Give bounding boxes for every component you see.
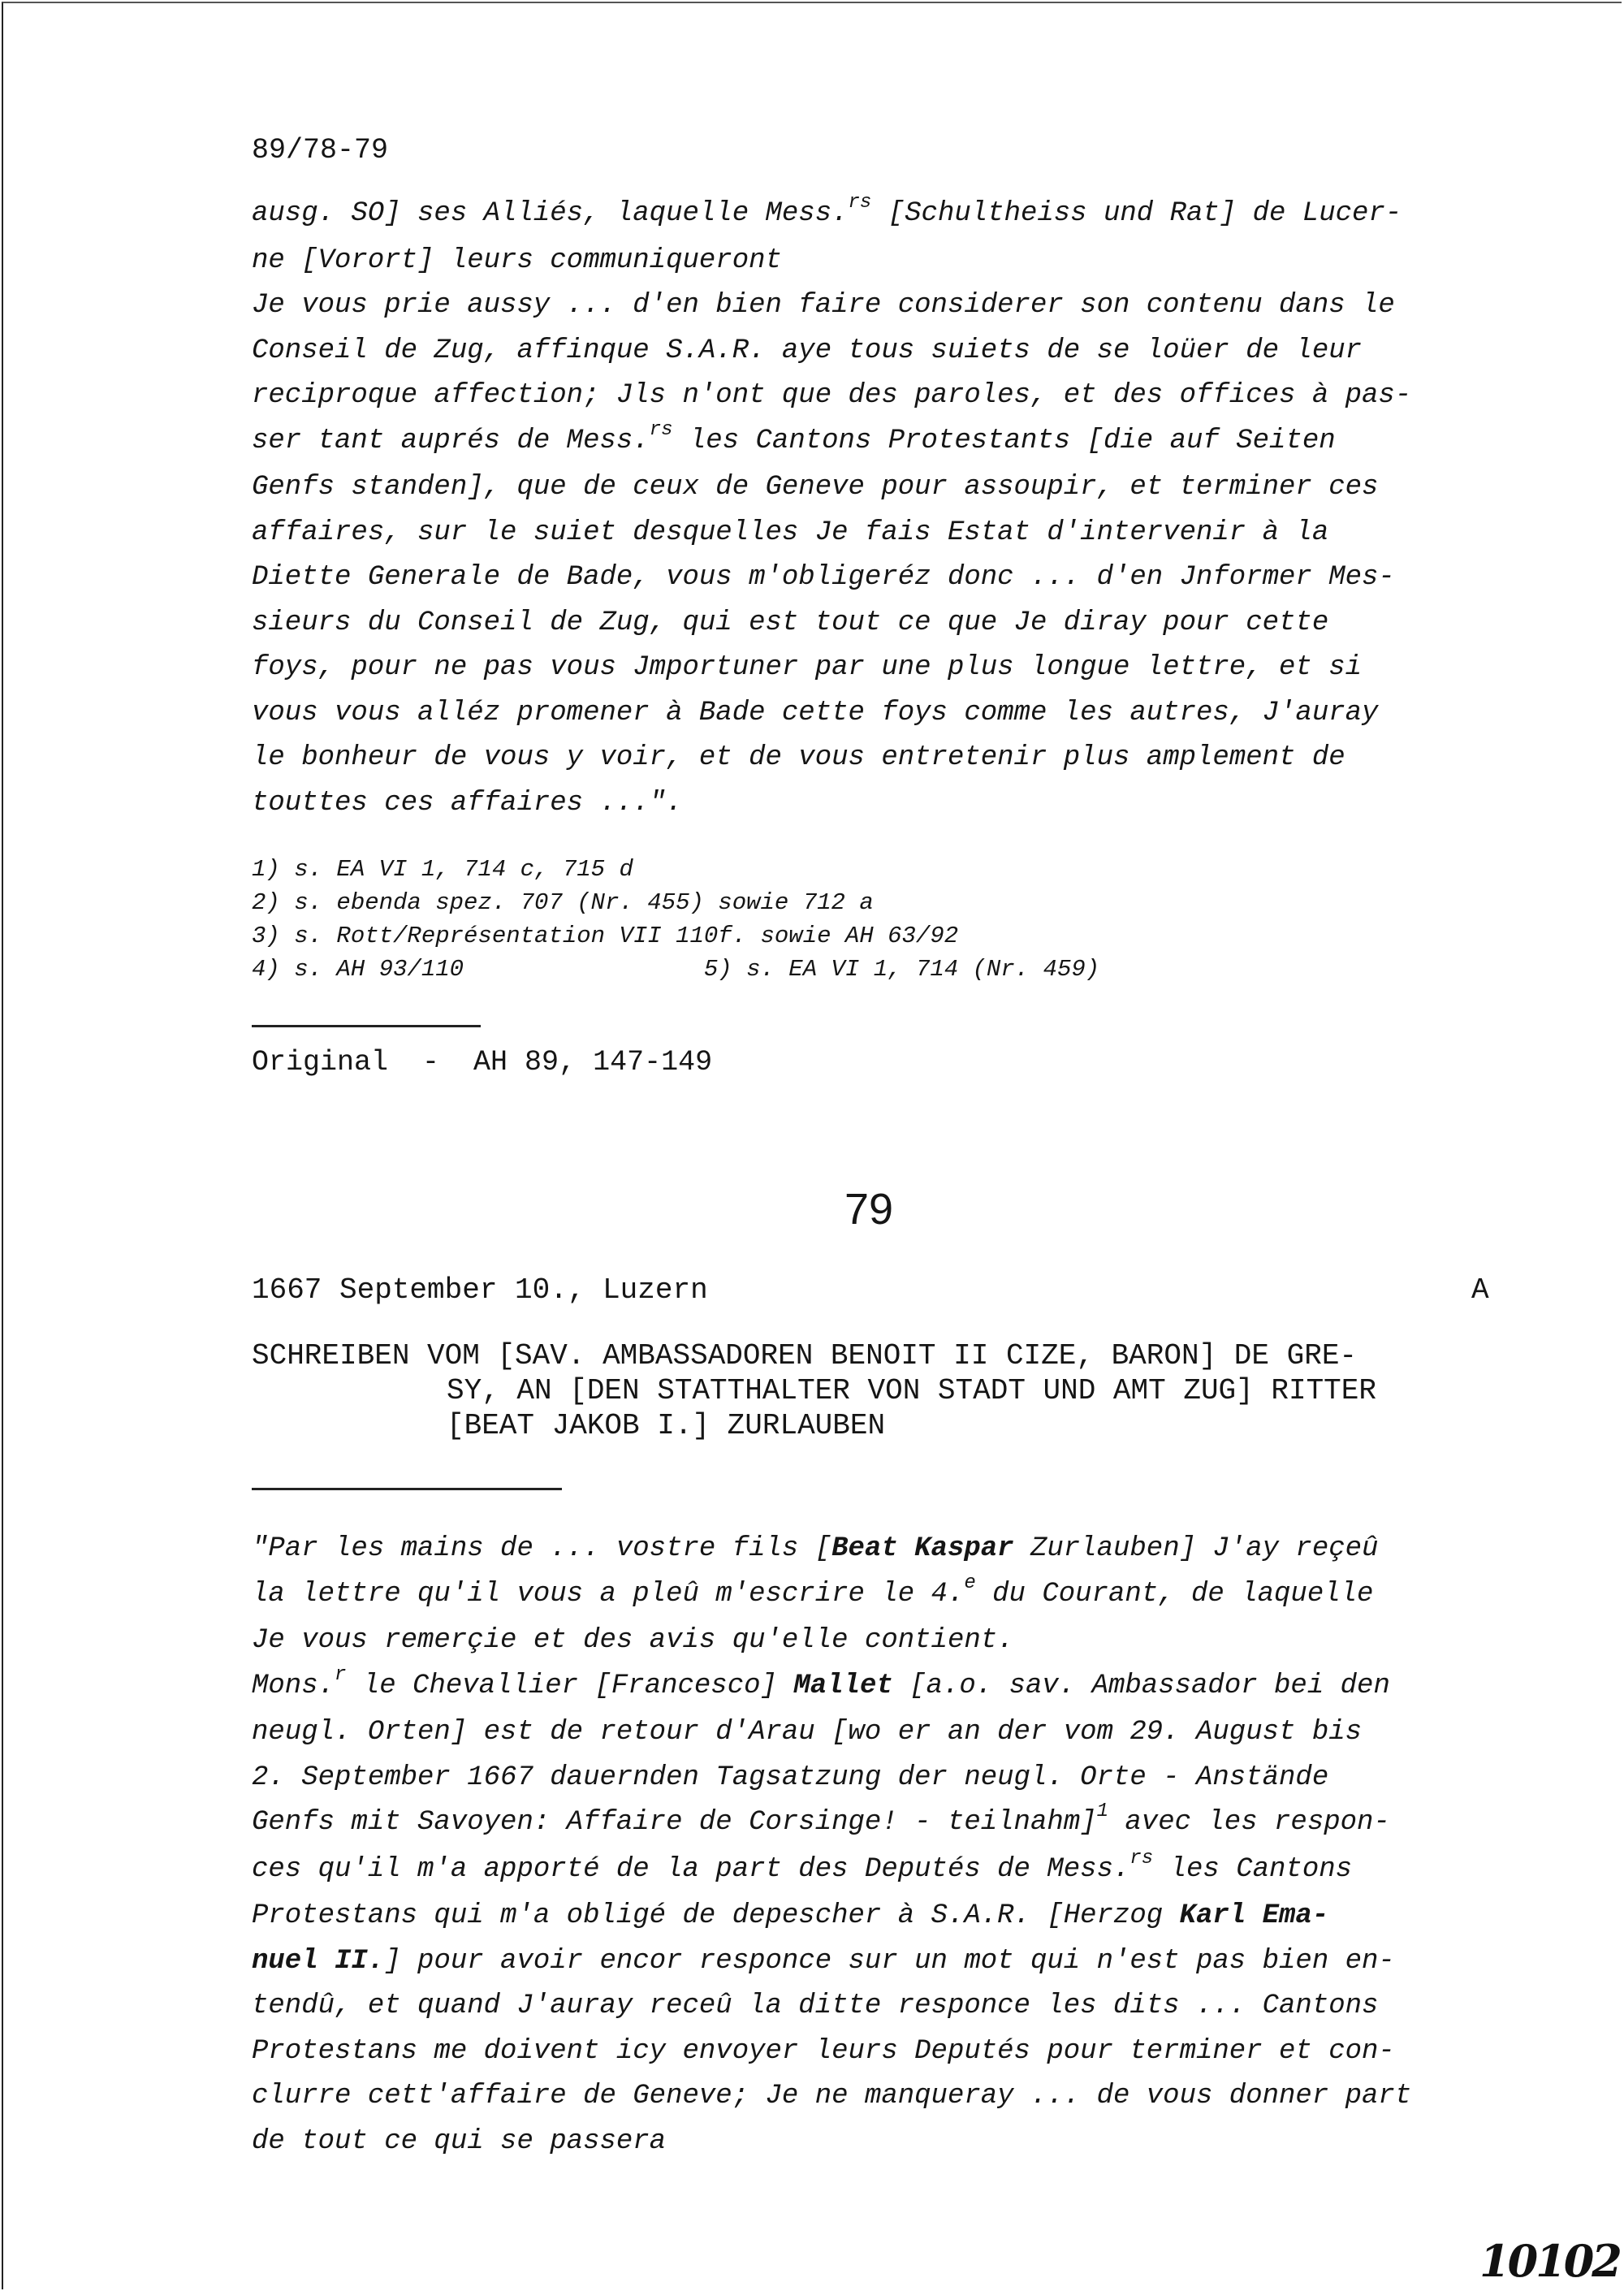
text-line: [252, 2120, 1494, 2165]
superscript: e: [964, 1571, 976, 1594]
text-line: ne [Vorort] leurs communiqueront: [252, 244, 782, 276]
text-line: le bonheur de vous y voir, et de vous entretenir plus amplement de: [252, 742, 1345, 773]
footnote: 2) s. ebenda spez. 707 (Nr. 455) sowie 712 a: [252, 889, 874, 916]
title-line: [BEAT JAKOB I.] ZURLAUBEN: [447, 1409, 886, 1442]
text-run: ces qu'il m'a apporté de la part des Deputés de Mess.: [252, 1853, 1130, 1885]
text-line: [252, 1710, 1494, 1756]
superscript: rs: [1129, 1847, 1154, 1870]
text-run: 2. September 1667 dauernden Tagsatzung der neugl. Orte - Anstände: [252, 1761, 1329, 1793]
superscript: rs: [848, 192, 872, 214]
text-run: de tout ce qui se passera: [252, 2125, 667, 2157]
text-line: sieurs du Conseil de Zug, qui est tout ce que Je diray pour cette: [252, 607, 1329, 638]
text-line: [252, 419, 1494, 466]
text-line: vous vous alléz promener à Bade cette foys comme les autres, J'auray: [252, 697, 1379, 728]
text-line: reciproque affection; Jls n'ont que des paroles, et des offices à pas-: [252, 380, 1412, 411]
text-run: avec les respon-: [1108, 1807, 1390, 1838]
text-run: "Par les mains de ... vostre fils [: [252, 1533, 832, 1564]
text-line: [252, 1800, 1494, 1848]
text-run: Je vous remerçie et des avis qu'elle contient.: [252, 1625, 1014, 1656]
text-line: Conseil de Zug, affinque S.A.R. aye tous suiets de se loüer de leur: [252, 335, 1363, 366]
text-line: [252, 1939, 1494, 1985]
name-bold: Beat Kaspar: [831, 1533, 1014, 1564]
text-run: clurre cett'affaire de Geneve; Je ne manqueray ... de vous donner part: [252, 2081, 1412, 2112]
text-run: du Courant, de laquelle: [975, 1578, 1374, 1610]
name-bold: Karl Ema-: [1179, 1900, 1329, 1931]
name-bold: Mallet: [793, 1670, 893, 1701]
document-title: [252, 1338, 1506, 1443]
text-line: [252, 1894, 1494, 1939]
text-line: touttes ces affaires ...".: [252, 787, 683, 819]
text-line: [252, 1984, 1494, 2029]
footnotes: [252, 853, 1099, 986]
text-line: [252, 2074, 1494, 2120]
document-reference: 89/78-79: [252, 134, 389, 166]
title-line: SCHREIBEN VOM [SAV. AMBASSADOREN BENOIT II CIZE, BARON] DE GRE-: [252, 1339, 1358, 1372]
text-run: Genfs mit Savoyen: Affaire de Corsinge! - teilnahm]: [252, 1807, 1097, 1838]
text-line: affaires, sur le suiet desquelles Je fais Estat d'intervenir à la: [252, 517, 1329, 548]
text-run: ser tant auprés de Mess.: [252, 425, 650, 456]
text-line: [252, 1572, 1494, 1619]
text-line: [252, 1664, 1494, 1711]
superscript: rs: [649, 418, 673, 441]
text-line: [252, 2029, 1494, 2075]
text-run: tendû, et quand J'auray receû la ditte responce les dits ... Cantons: [252, 1991, 1379, 2021]
text-run: Protestans qui m'a obligé de depescher à S.A.R. [Herzog: [252, 1900, 1180, 1931]
text-line: [252, 1756, 1494, 1801]
footnote: 1) s. EA VI 1, 714 c, 715 d: [252, 856, 633, 883]
superscript: r: [335, 1663, 347, 1686]
text-line: foys, pour ne pas vous Jmportuner par une plus longue lettre, et si: [252, 652, 1363, 683]
superscript: 1: [1096, 1800, 1108, 1822]
text-run: ausg. SO] ses Alliés, laquelle Mess.: [252, 198, 849, 229]
letter-text: [252, 1527, 1494, 2164]
text-line: [252, 1619, 1494, 1664]
document-marker: A: [1471, 1273, 1489, 1307]
divider-line: [252, 1025, 481, 1027]
divider-line: [252, 1488, 562, 1490]
text-run: la lettre qu'il vous a pleû m'escrire le 4.: [252, 1578, 965, 1610]
page-stamp: 10102: [1479, 2235, 1620, 2287]
document-number: 79: [844, 1185, 894, 1234]
text-line: [252, 1848, 1494, 1895]
text-run: les Cantons: [1153, 1853, 1353, 1885]
text-line: Diette Generale de Bade, vous m'obligeréz donc ... d'en Jnformer Mes-: [252, 562, 1395, 593]
text-run: Protestans me doivent icy envoyer leurs Deputés pour terminer et con-: [252, 2035, 1395, 2067]
text-run: [Schultheiss und Rat] de Lucer-: [871, 198, 1402, 229]
source-note: Original - AH 89, 147-149: [252, 1046, 713, 1078]
footnote: 3) s. Rott/Représentation VII 110f. sowie AH 63/92: [252, 923, 959, 949]
text-run: ] pour avoir encor responce sur un mot qui n'est pas bien en-: [384, 1945, 1395, 1977]
date-place: 1667 September 10., Luzern: [252, 1273, 708, 1307]
footnote: 4) s. AH 93/110 5) s. EA VI 1, 714 (Nr. 459): [252, 956, 1100, 983]
text-run: Mons.: [252, 1670, 335, 1701]
continuation-text: [252, 192, 1494, 826]
name-bold: nuel II.: [252, 1945, 385, 1977]
text-run: les Cantons Protestants [die auf Seiten: [672, 425, 1336, 456]
text-line: Genfs standen], que de ceux de Geneve pour assoupir, et terminer ces: [252, 472, 1379, 503]
text-line: [252, 1527, 1494, 1572]
text-line: Je vous prie aussy ... d'en bien faire considerer son contenu dans le: [252, 290, 1395, 321]
text-run: Zurlauben] J'ay reçeû: [1013, 1533, 1379, 1564]
text-run: neugl. Orten] est de retour d'Arau [wo er an der vom 29. August bis: [252, 1717, 1363, 1748]
text-run: le Chevallier [Francesco]: [346, 1670, 794, 1701]
title-line: SY, AN [DEN STATTHALTER VON STADT UND AMT ZUG] RITTER: [447, 1374, 1376, 1407]
text-run: [a.o. sav. Ambassador bei den: [892, 1670, 1390, 1701]
text-line: [252, 192, 1494, 239]
